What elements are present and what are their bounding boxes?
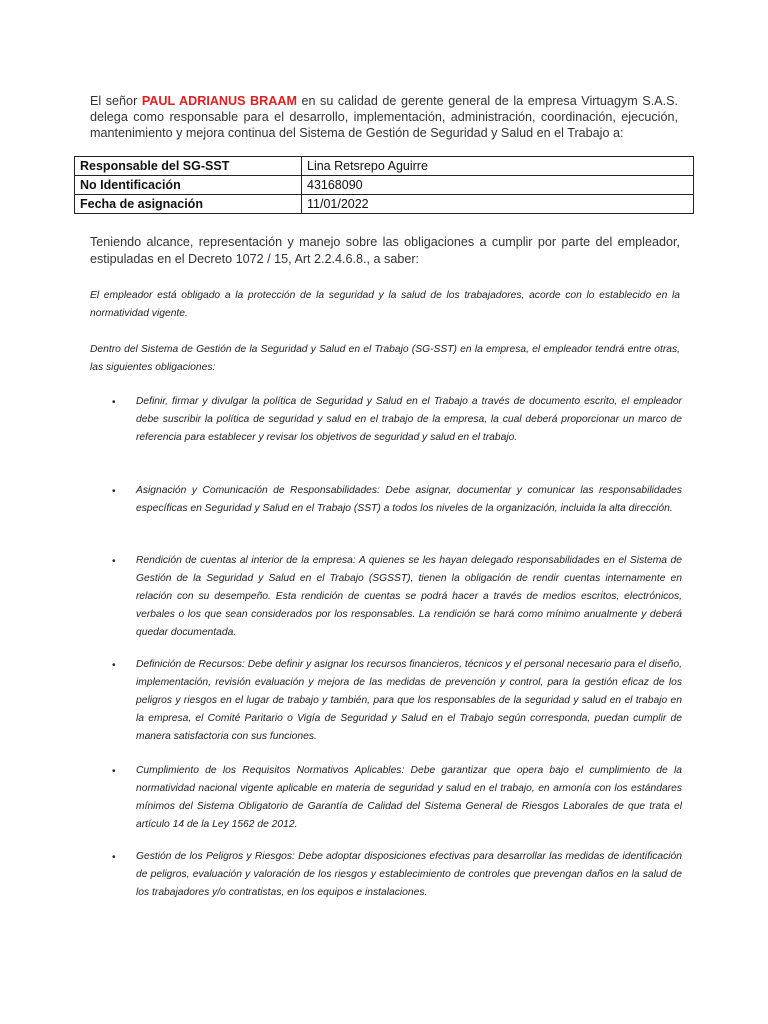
- table-row: [75, 176, 694, 195]
- row-value: 11/01/2022: [302, 195, 694, 214]
- bullet-icon: •: [112, 660, 116, 671]
- list-item-text: Definición de Recursos: Debe definir y asignar los recursos financieros, técnicos y el personal necesario para el diseño, implementación, revisión evaluación y mejora de las medidas de prevención y control, para la gestión eficaz de los peligros y riesgos en el lugar de trabajo y también, para que los responsables de la seguridad y salud en el trabajo en la empresa, el Comité Paritario o Vigía de Seguridad y Salud en el Trabajo según corresponda, puedan cumplir de manera satisfactoria con sus funciones.: [136, 659, 682, 742]
- list-item-text: Rendición de cuentas al interior de la empresa: A quienes se les hayan delegado responsabilidades en el Sistema de Gestión de la Seguridad y Salud en el Trabajo (SGSST), tienen la obligación de rendir cuentas internamente en relación con su desempeño. Esta rendición de cuentas se podrá hacer a través de medios escritos, electrónicos, verbales o los que sean considerados por los responsables. La rendición se hará como mínimo anualmente y deberá quedar documentada.: [136, 555, 682, 638]
- list-item-text: Gestión de los Peligros y Riesgos: Debe adoptar disposiciones efectivas para desarrollar las medidas de identificación de peligros, evaluación y valoración de los riesgos y establecimiento de controles que prevengan daños en la salud de los trabajadores y/o contratistas, en los equipos e instalaciones.: [136, 851, 682, 898]
- bullet-icon: •: [112, 486, 116, 497]
- table-row: [75, 157, 694, 176]
- list-item: [112, 848, 682, 902]
- list-item: [112, 552, 682, 642]
- delegator-name: PAUL ADRIANUS BRAAM: [141, 94, 297, 108]
- row-label: No Identificación: [75, 176, 302, 195]
- employer-obligation-paragraph: El empleador está obligado a la protección de la seguridad y la salud de los trabajadores, acorde con lo establecido en la normatividad vigente.: [90, 290, 680, 319]
- row-label: Responsable del SG-SST: [75, 157, 302, 176]
- assignment-table: [74, 156, 694, 214]
- list-item-text: Asignación y Comunicación de Responsabilidades: Debe asignar, documentar y comunicar las responsabilidades específicas en Seguridad y Salud en el Trabajo (SST) a todos los niveles de la organización, incluida la alta dirección.: [136, 485, 682, 514]
- list-item: [112, 482, 682, 518]
- intro-suffix: en su calidad de gerente general de la empresa Virtuagym S.A.S. delega como responsable para el desarrollo, implementación, administración, coordinación, ejecución, mantenimiento y mejora continua del Sistema de Gestión de Seguridad y Salud en el Trabajo a:: [90, 94, 678, 140]
- scope-paragraph: Teniendo alcance, representación y manejo sobre las obligaciones a cumplir por parte del empleador, estipuladas en el Decreto 1072 / 15, Art 2.2.4.6.8., a saber:: [90, 235, 680, 266]
- table-row: [75, 195, 694, 214]
- intro-prefix: El señor: [90, 94, 142, 108]
- row-label: Fecha de asignación: [75, 195, 302, 214]
- list-item-text: Cumplimiento de los Requisitos Normativos Aplicables: Debe garantizar que opera bajo el cumplimiento de la normatividad nacional vigente aplicable en materia de seguridad y salud en el trabajo, en armonía con los estándares mínimos del Sistema Obligatorio de Garantía de Calidad del Sistema General de Riesgos Laborales de que trata el artículo 14 de la Ley 1562 de 2012.: [136, 765, 682, 830]
- list-item: [112, 393, 682, 447]
- bullet-icon: •: [112, 556, 116, 567]
- bullet-icon: •: [112, 397, 116, 408]
- bullet-icon: •: [112, 766, 116, 777]
- list-item: [112, 762, 682, 834]
- row-value: Lina Retsrepo Aguirre: [302, 157, 694, 176]
- bullet-icon: •: [112, 852, 116, 863]
- obligations-intro-paragraph: Dentro del Sistema de Gestión de la Seguridad y Salud en el Trabajo (SG-SST) en la empresa, el empleador tendrá entre otras, las siguientes obligaciones:: [90, 344, 680, 373]
- row-value: 43168090: [302, 176, 694, 195]
- list-item-text: Definir, firmar y divulgar la política de Seguridad y Salud en el Trabajo a través de documento escrito, el empleador debe suscribir la política de seguridad y salud en el trabajo de la empresa, la cual deberá proporcionar un marco de referencia para establecer y revisar los objetivos de seguridad y salud en el trabajo.: [136, 396, 682, 443]
- list-item: [112, 656, 682, 746]
- intro-paragraph: [90, 93, 678, 141]
